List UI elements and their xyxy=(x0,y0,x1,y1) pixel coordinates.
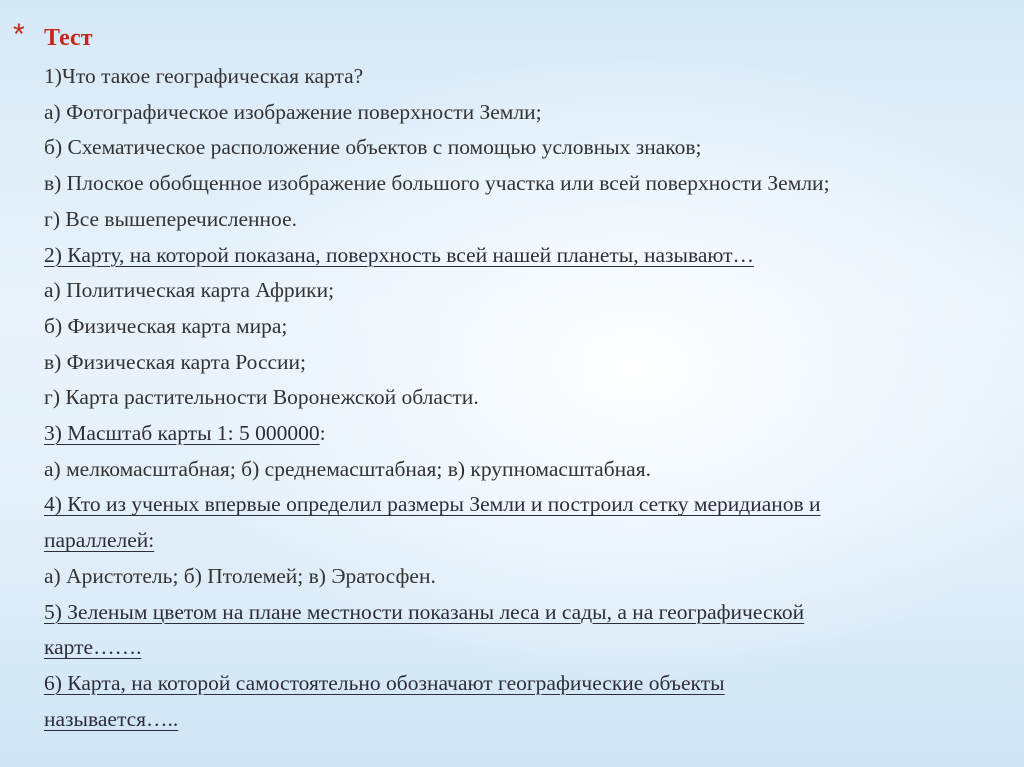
question-5-row-1 xyxy=(44,595,1004,631)
asterisk-bullet-icon: * xyxy=(13,18,25,51)
answer-2d: г) Карта растительности Воронежской области. xyxy=(44,385,479,410)
answers-4: а) Аристотель; б) Птолемей; в) Эратосфен. xyxy=(44,563,436,588)
answer-2b: б) Физическая карта мира; xyxy=(44,313,288,338)
question-4-part-2: параллелей: xyxy=(44,528,155,553)
slide-title: Тест xyxy=(44,25,93,51)
test-content xyxy=(44,59,1004,737)
answer-1c: в) Плоское обобщенное изображение большого участка или всей поверхности Земли; xyxy=(44,171,830,196)
question-6-row-2 xyxy=(44,702,1004,738)
answer-1a: а) Фотографическое изображение поверхности Земли; xyxy=(44,99,542,124)
question-4-row-2 xyxy=(44,523,1004,559)
answer-1b: б) Схематическое расположение объектов с помощью условных знаков; xyxy=(44,135,702,160)
question-1: 1)Что такое географическая карта? xyxy=(44,64,364,88)
answers-3: а) мелкомасштабная; б) среднемасштабная; в) крупномасштабная. xyxy=(44,456,651,481)
question-2: 2) Карту, на которой показана, поверхность всей нашей планеты, называют… xyxy=(44,242,755,267)
question-4-part-1: 4) Кто из ученых впервые определил размеры Земли и построил сетку меридианов и xyxy=(44,492,821,517)
question-3-colon: : xyxy=(319,421,326,446)
answer-2c: в) Физическая карта России; xyxy=(44,349,307,374)
question-6-part-1: 6) Карта, на которой самостоятельно обозначают географические объекты xyxy=(44,670,725,695)
question-4-row-1 xyxy=(44,487,1004,523)
question-6-row-1 xyxy=(44,666,1004,702)
question-5-row-2 xyxy=(44,630,1004,666)
question-3: 3) Масштаб карты 1: 5 000000 xyxy=(44,421,320,446)
question-5-part-2: карте……. xyxy=(44,635,142,660)
question-2-row xyxy=(44,238,1004,274)
question-6-part-2: называется….. xyxy=(44,706,179,731)
answer-2a: а) Политическая карта Африки; xyxy=(44,278,335,303)
question-3-row xyxy=(44,416,1004,452)
question-5-part-1: 5) Зеленым цветом на плане местности показаны леса и сады, а на географической xyxy=(44,599,805,624)
answer-1d: г) Все вышеперечисленное. xyxy=(44,206,297,231)
